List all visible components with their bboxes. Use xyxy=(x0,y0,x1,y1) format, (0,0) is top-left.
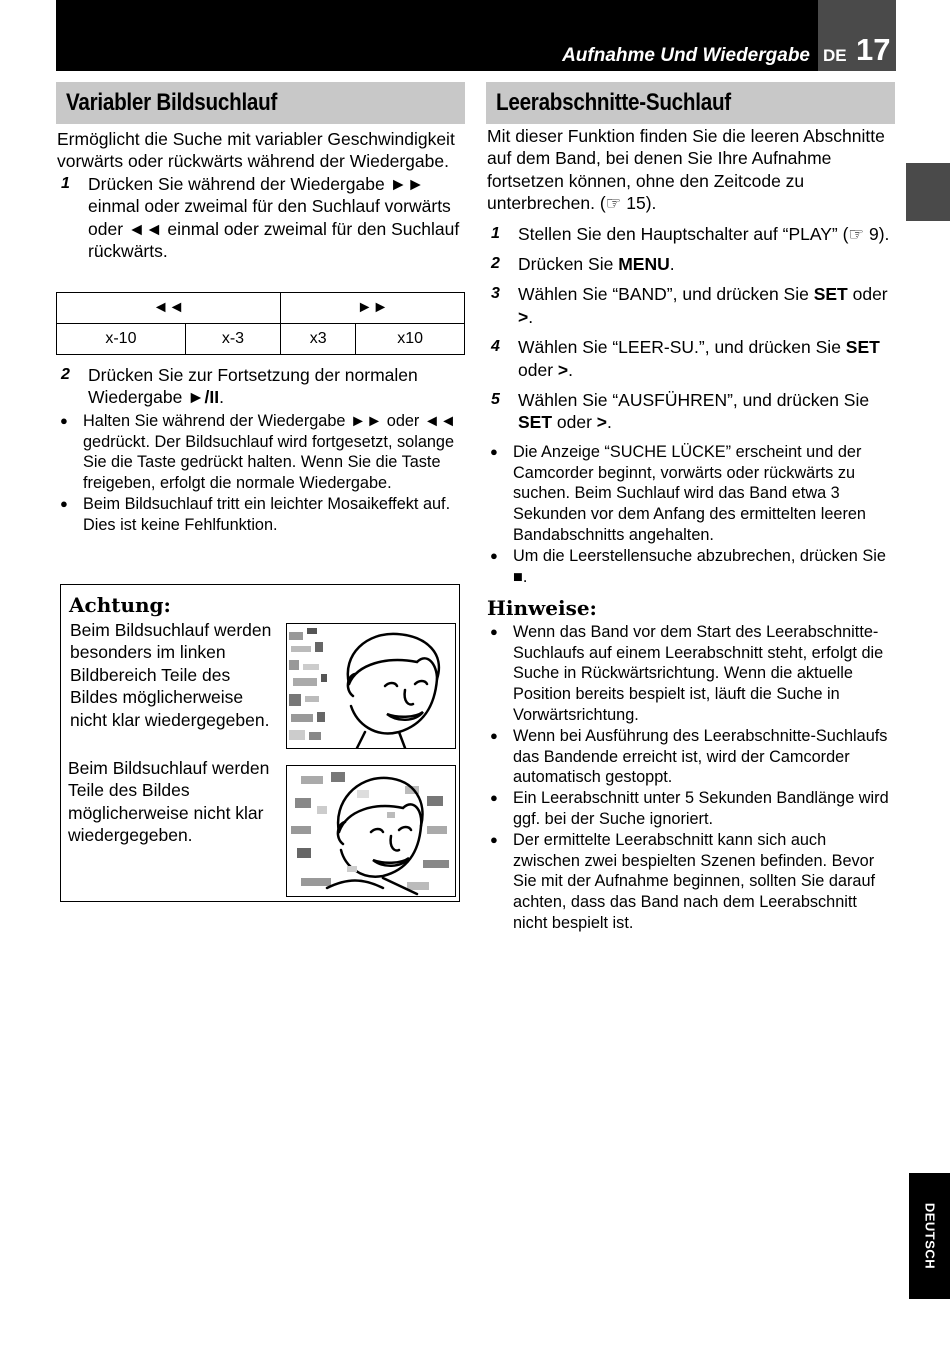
bullet-icon: ● xyxy=(60,412,68,428)
language-code: DE xyxy=(823,46,847,65)
list-item: ● Der ermittelte Leerabschnitt kann sich auch zwischen zwei bespielten Szenen befinden. Bevor Sie mit der Aufnahme beginnen, sollten Sie darauf achten, dass das Band nach dem Leerabschnitt nicht bespielt ist. xyxy=(490,830,876,933)
step-number: 1 xyxy=(491,224,500,242)
chapter-title: Aufnahme Und Wiedergabe xyxy=(562,45,810,66)
play-pause-icon: ►/II xyxy=(187,387,220,408)
list-item: ● Wenn bei Ausführung des Leerabschnitte-Suchlaufs das Bandende erreicht ist, wird der Camcorder automatisch gestoppt. xyxy=(490,726,888,787)
table-cell: x-10 xyxy=(57,324,186,355)
step-2: 2 Drücken Sie zur Fortsetzung der normalen Wiedergabe ►/II. xyxy=(61,365,418,408)
bullet-icon: ● xyxy=(490,443,498,459)
section-heading-variable-search: Variabler Bildsuchlauf xyxy=(56,82,465,124)
caution-text-2: Beim Bildsuchlauf werden Teile des Bildes möglicherweise nicht klar wiedergegeben. xyxy=(68,758,270,846)
step-2: 2 Drücken Sie MENU. xyxy=(491,254,675,275)
step-number: 4 xyxy=(491,338,500,356)
chevron-right-icon: > xyxy=(596,412,608,433)
caution-text-1: Beim Bildsuchlauf werden besonders im linken Bildbereich Teile des Bildes möglicherweise nicht klar wiedergegeben. xyxy=(70,620,272,730)
bullet-icon: ● xyxy=(490,727,498,743)
rewind-icon: ◄◄ xyxy=(57,293,281,324)
list-item: ● Ein Leerabschnitt unter 5 Sekunden Bandlänge wird ggf. bei der Suche ignoriert. xyxy=(490,789,889,829)
rewind-icon: ◄◄ xyxy=(423,411,457,430)
step-3: 3 Wählen Sie “BAND”, und drücken Sie SET oder >. xyxy=(491,284,888,327)
caution-box xyxy=(60,584,460,902)
step-number: 5 xyxy=(491,391,500,409)
page-number-box xyxy=(818,0,896,71)
table-cell: x3 xyxy=(281,324,356,355)
fast-forward-icon: ►► xyxy=(389,173,425,194)
language-tab-label: DEUTSCH xyxy=(922,1202,937,1270)
step-1: 1 Drücken Sie während der Wiedergabe ►► einmal oder zweimal für den Suchlauf vorwärts oder ◄◄ einmal oder zweimal für den Suchlauf rückwärts. xyxy=(61,173,460,262)
notes-title: Hinweise: xyxy=(487,596,597,621)
list-item: ● Beim Bildsuchlauf tritt ein leichter Mosaikeffekt auf. Dies ist keine Fehlfunktion. xyxy=(60,495,451,534)
page-header xyxy=(56,0,818,71)
rewind-icon: ◄◄ xyxy=(127,218,163,239)
list-item: ● Die Anzeige “SUCHE LÜCKE” erscheint und der Camcorder beginnt, vorwärts oder rückwärts zu suchen. Beim Suchlauf wird das Band etwa 3 Sekunden vor dem Anfang des ermittelten leeren Bandabschnitts angehalten. xyxy=(490,442,866,545)
intro-paragraph: Mit dieser Funktion finden Sie die leeren Abschnitte auf dem Band, bei denen Sie Ihre Aufnahme fortsetzen können, ohne den Zeitcode zu unterbrechen. (☞ 15). xyxy=(487,126,885,214)
step-number: 3 xyxy=(491,285,500,303)
mosaic-left-illustration xyxy=(286,623,456,749)
chevron-right-icon: > xyxy=(557,359,569,380)
list-item: ● Um die Leerstellensuche abzubrechen, drücken Sie ■. xyxy=(490,546,886,586)
table-cell: x-3 xyxy=(185,324,280,355)
language-tab xyxy=(909,1173,950,1299)
intro-paragraph: Ermöglicht die Suche mit variabler Geschwindigkeit vorwärts oder rückwärts während der Wiedergabe. xyxy=(57,129,455,172)
speed-table xyxy=(56,292,465,355)
list-item: ● Wenn das Band vor dem Start des Leerabschnitte-Suchlaufs auf einem Leerabschnitt steht, erfolgt die Suche in Rückwärtsrichtung. Wenn die aktuelle Position bereits bespielt ist, läuft die Suche in Vorwärtsrichtung. xyxy=(490,622,884,725)
left-column-text xyxy=(57,128,467,262)
step-5: 5 Wählen Sie “AUSFÜHREN”, und drücken Sie SET oder >. xyxy=(491,390,870,433)
caution-title: Achtung: xyxy=(69,593,171,617)
bullet-icon: ● xyxy=(490,790,498,806)
bullet-icon: ● xyxy=(490,547,498,563)
step-1: 1 Stellen Sie den Hauptschalter auf “PLAY” (☞ 9). xyxy=(491,223,890,244)
side-marker-tab xyxy=(906,163,950,221)
fast-forward-icon: ►► xyxy=(281,293,465,324)
bullet-icon: ● xyxy=(490,623,498,639)
step-number: 2 xyxy=(491,255,500,273)
section-heading-blank-search: Leerabschnitte-Suchlauf xyxy=(486,82,895,124)
step-4: 4 Wählen Sie “LEER-SU.”, und drücken Sie SET oder >. xyxy=(491,337,880,380)
step-number: 1 xyxy=(61,174,70,192)
mosaic-full-illustration xyxy=(286,765,456,897)
list-item: ● Halten Sie während der Wiedergabe ►► oder ◄◄ gedrückt. Der Bildsuchlauf wird fortgesetzt, solange Sie die Taste gedrückt halten. Wenn Sie die Taste freigeben, erfolgt die normale Wiedergabe. xyxy=(60,411,457,493)
table-cell: x10 xyxy=(356,324,465,355)
page-number: 17 xyxy=(856,32,891,67)
fast-forward-icon: ►► xyxy=(350,411,383,430)
bullet-icon: ● xyxy=(490,831,498,847)
chevron-right-icon: > xyxy=(518,306,529,327)
stop-icon: ■ xyxy=(513,567,523,586)
left-column-step2 xyxy=(57,364,467,536)
bullet-icon: ● xyxy=(60,496,68,511)
right-column-text xyxy=(487,125,895,934)
step-number: 2 xyxy=(61,366,70,383)
